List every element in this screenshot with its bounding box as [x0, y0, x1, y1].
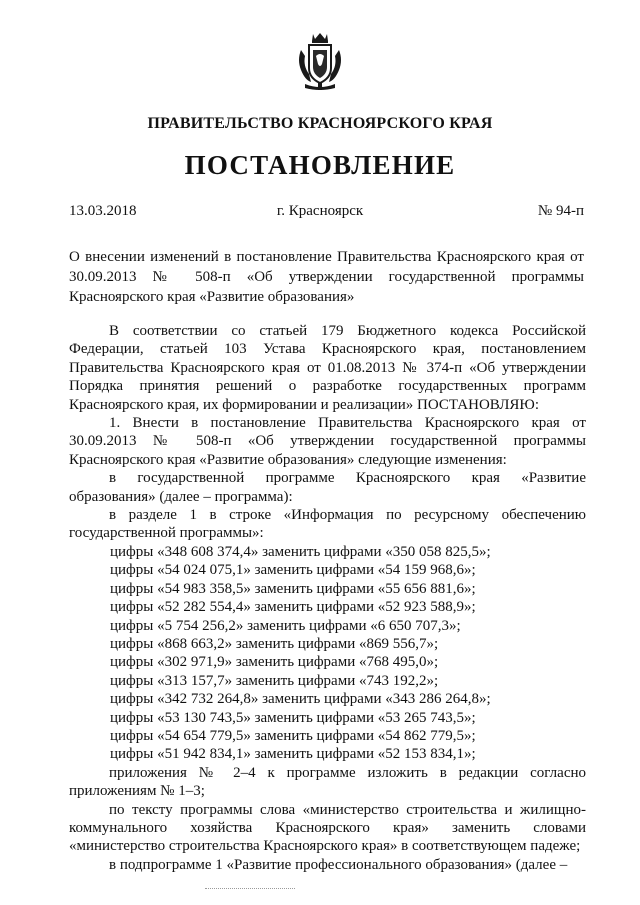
replacement-item: цифры «868 663,2» заменить цифрами «869 556,7»; — [110, 635, 439, 652]
document-title: ПОСТАНОВЛЕНИЕ — [184, 150, 456, 180]
document-body — [69, 322, 586, 874]
replacement-item: цифры «54 983 358,5» заменить цифрами «55 656 881,6»; — [110, 580, 476, 597]
replacement-item: цифры «313 157,7» заменить цифрами «743 192,2»; — [110, 672, 439, 689]
replacement-list — [69, 543, 586, 764]
appendices-paragraph: приложения № 2–4 к программе изложить в редакции согласно приложениям № 1–3; — [69, 764, 586, 800]
replacement-item: цифры «5 754 256,2» заменить цифрами «6 650 707,3»; — [110, 617, 461, 634]
program-paragraph: в государственной программе Красноярского края «Развитие образования» (далее – программа): — [69, 470, 586, 505]
subprogram-paragraph: в подпрограмме 1 «Развитие профессионального образования» (далее – — [109, 856, 568, 873]
wording-paragraph: по тексту программы слова «министерство строительства и жилищно-коммунального хозяйства Красноярского края» заменить словами «министерство строительства Красноярского края» в соответствующем падеже; — [69, 801, 586, 855]
coat-of-arms-icon — [295, 30, 345, 92]
replacement-item: цифры «54 654 779,5» заменить цифрами «54 862 779,5»; — [110, 727, 476, 744]
document-number: № 94-п — [537, 203, 584, 219]
replacement-item: цифры «302 971,9» заменить цифрами «768 495,0»; — [110, 654, 439, 671]
document-subject: О внесении изменений в постановление Правительства Красноярского края от 30.09.2013 № 508-п «Об утверждении государственной программы Красноярского края «Развитие образования» — [69, 249, 584, 305]
clause-1-paragraph: 1. Внести в постановление Правительства Красноярского края от 30.09.2013 № 508-п «Об утверждении государственной программы Красноярского края «Развитие образования» следующие изменения: — [69, 415, 586, 468]
government-name: ПРАВИТЕЛЬСТВО КРАСНОЯРСКОГО КРАЯ — [147, 115, 493, 132]
replacement-item: цифры «54 024 075,1» заменить цифрами «54 159 968,6»; — [110, 562, 476, 579]
replacement-item: цифры «342 732 264,8» заменить цифрами «343 286 264,8»; — [110, 691, 491, 708]
coat-of-arms-emblem — [295, 30, 345, 92]
replacement-item: цифры «52 282 554,4» заменить цифрами «52 923 588,9»; — [110, 599, 476, 616]
section-1-paragraph: в разделе 1 в строке «Информация по ресурсному обеспечению государственной программы»: — [69, 507, 586, 542]
footer-divider — [205, 888, 295, 890]
replacement-item: цифры «51 942 834,1» заменить цифрами «52 153 834,1»; — [110, 746, 476, 763]
replacement-item: цифры «348 608 374,4» заменить цифрами «350 058 825,5»; — [110, 543, 491, 560]
preamble-paragraph: В соответствии со статьей 179 Бюджетного кодекса Российской Федерации, статьей 103 Устава Красноярского края, постановлением Правительства Красноярского края от 01.08.2013 № 374-п «Об утверждении Порядка принятия решений о разработке государственных программ Красноярского края, их формировании и реализации» ПОСТАНОВЛЯЮ: — [69, 323, 586, 413]
document-date: 13.03.2018 — [69, 203, 137, 219]
document-city: г. Красноярск — [276, 203, 364, 219]
replacement-item: цифры «53 130 743,5» заменить цифрами «53 265 743,5»; — [110, 709, 476, 726]
